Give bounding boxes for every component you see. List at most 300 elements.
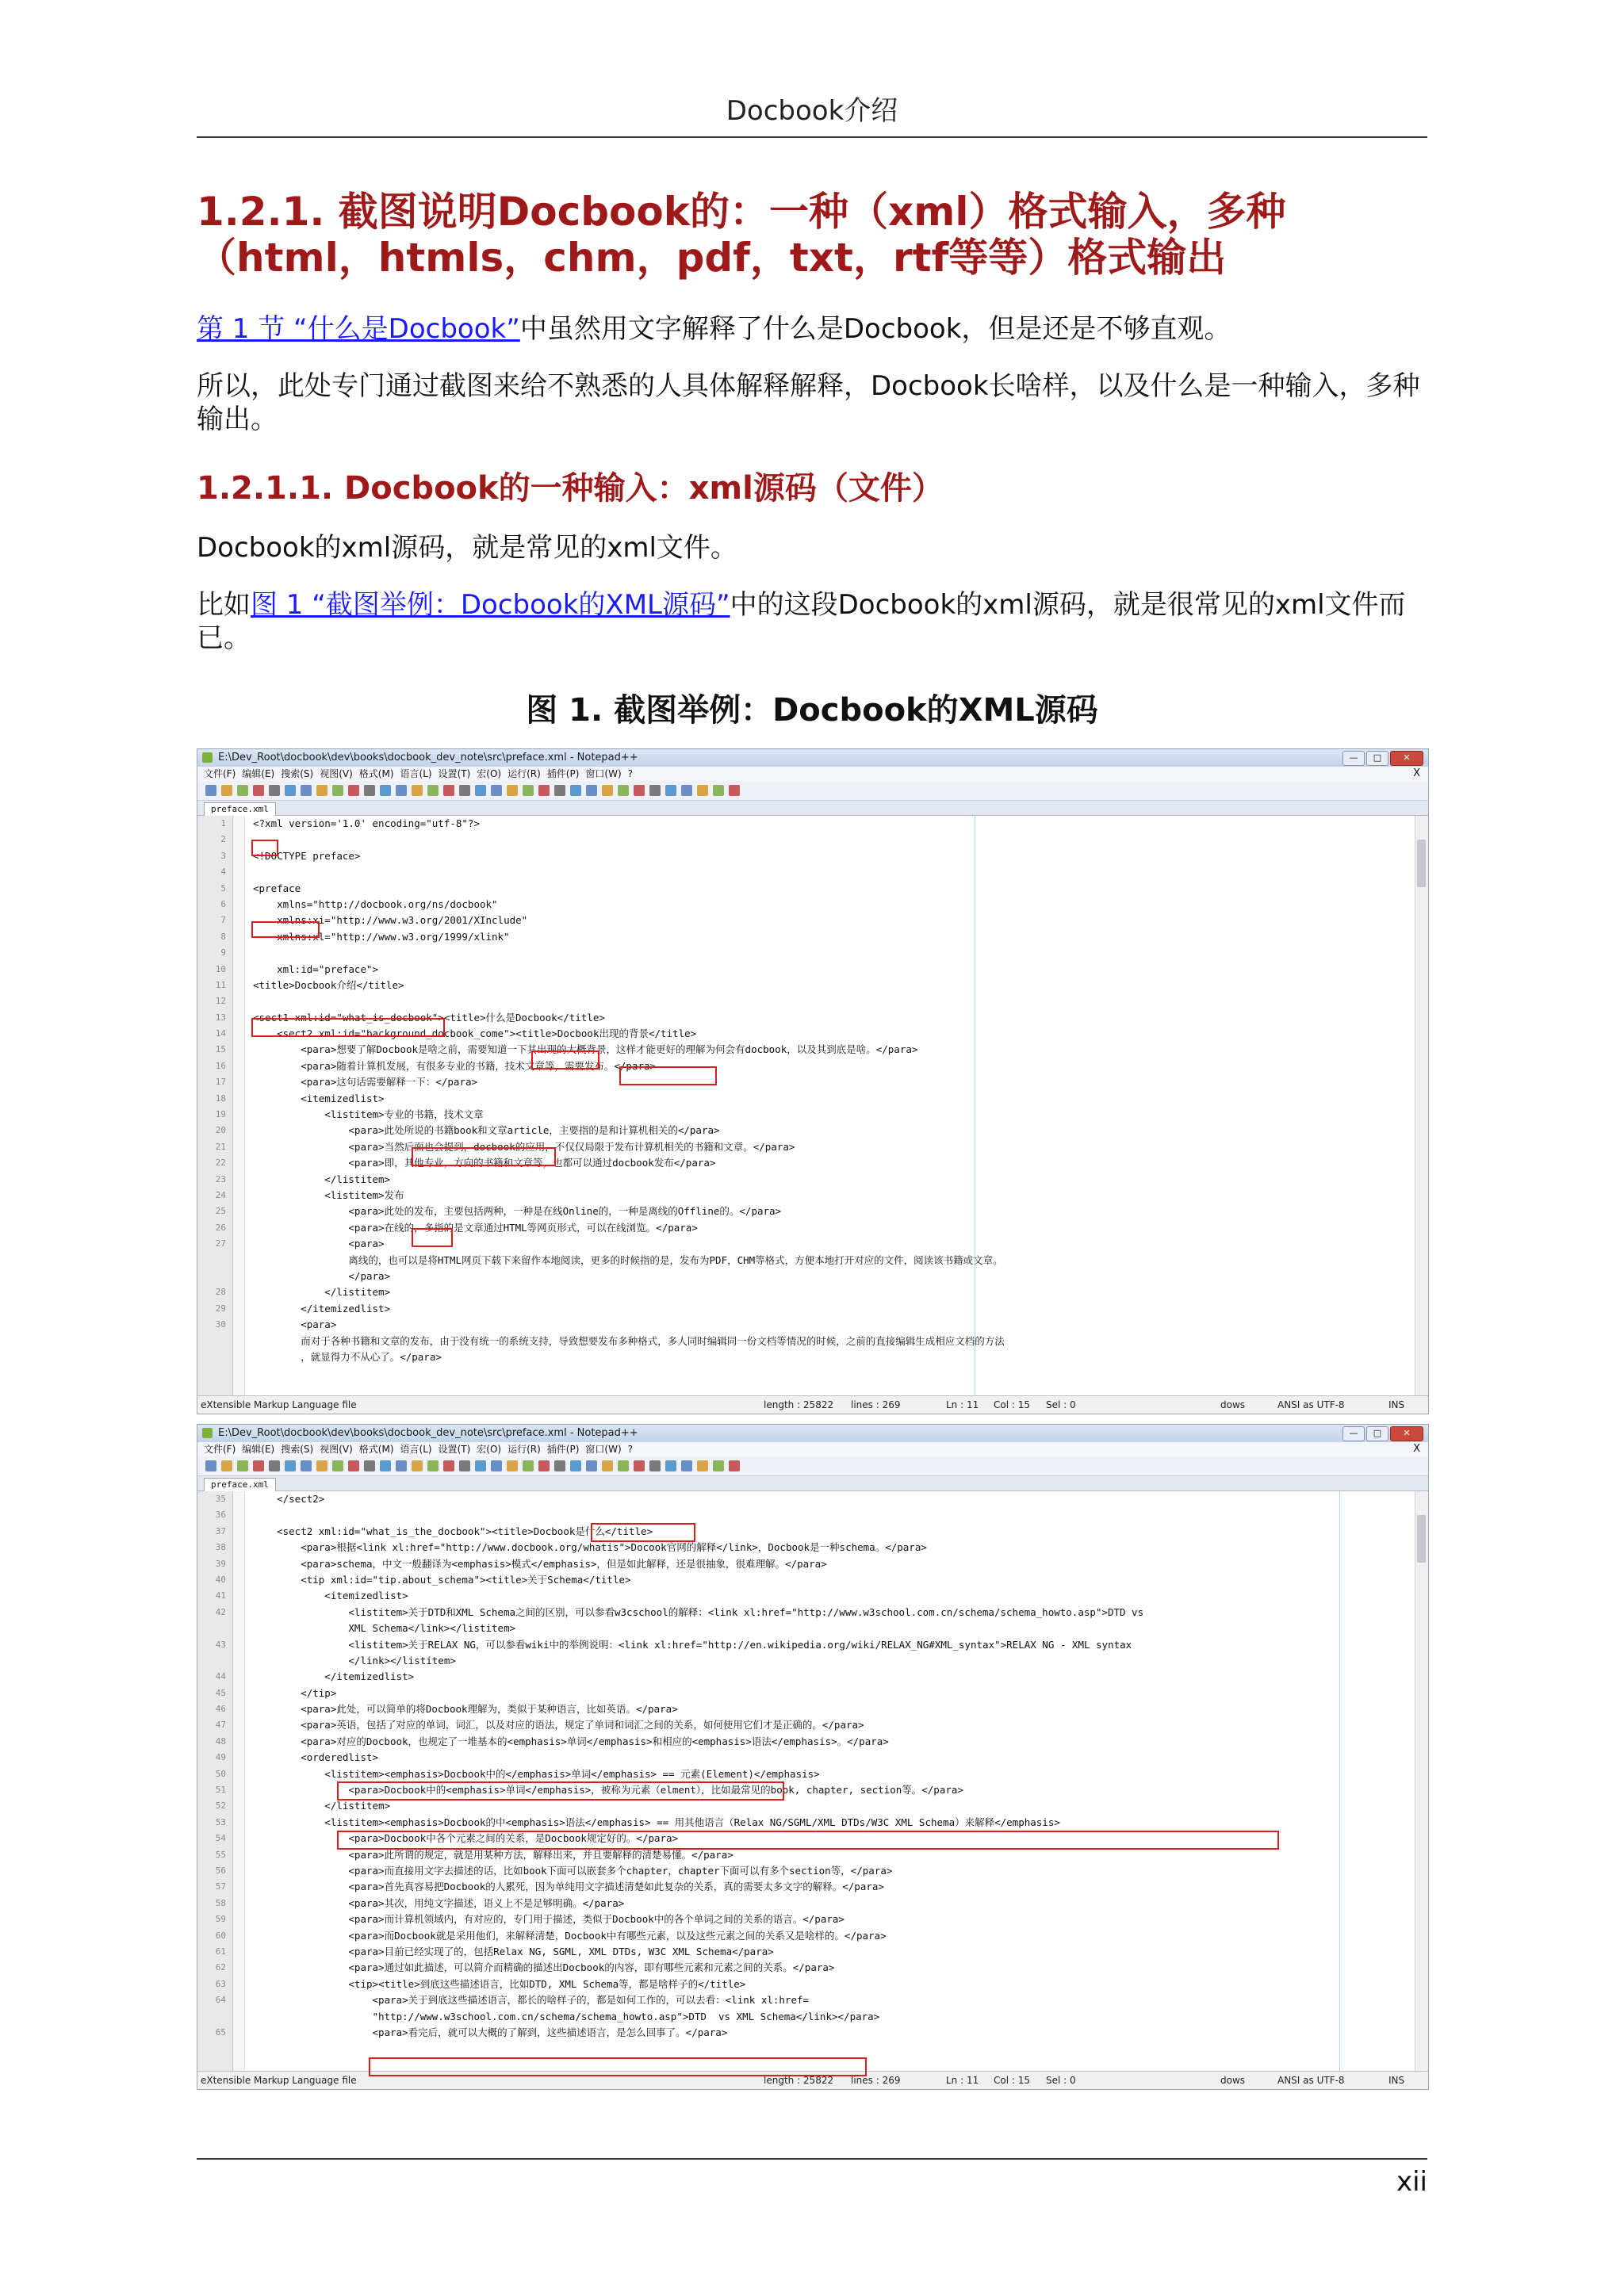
line-number: 62 [215, 1962, 226, 1973]
line-number: 47 [215, 1720, 226, 1731]
code-line [197, 1334, 1428, 1349]
line-number: 42 [215, 1606, 226, 1617]
code-line [197, 1734, 1428, 1750]
line-number: 65 [215, 2026, 226, 2038]
menu-search[interactable]: 搜索(S) [281, 1444, 314, 1455]
highlight-listitem-element [337, 1781, 784, 1800]
paragraph-1-text: 中虽然用文字解释了什么是Docbook，但是还是不够直观。 [519, 313, 1231, 345]
status-file-type: eXtensible Markup Language file [201, 1399, 357, 1410]
toolbar-button-icon[interactable] [729, 1460, 740, 1471]
line-number: 46 [215, 1704, 226, 1715]
line-code: <para>Docbook中各个元素之间的关系，是Docbook规定好的。</para> [253, 1832, 679, 1845]
menu-plugins[interactable]: 插件(P) [546, 768, 580, 779]
paragraph-4-text: 中的这段Docbook的xml源码，就是很常见的xml文件而已。 [197, 589, 1406, 654]
toolbar [197, 781, 1428, 801]
link-what-is-docbook[interactable]: 第 1 节 “什么是Docbook” [197, 313, 520, 345]
line-code: <orderedlist> [253, 1751, 379, 1764]
scrollbar-thumb[interactable] [1417, 1515, 1426, 1563]
line-code: </para> [253, 1269, 391, 1282]
line-number: 40 [215, 1574, 226, 1585]
toolbar-button-icon[interactable] [285, 785, 296, 796]
highlight-listitem-publish [412, 1228, 453, 1247]
line-code: </listitem> [253, 1173, 391, 1185]
toolbar-button-icon[interactable] [427, 785, 439, 796]
line-code: <para>即，其他专业，方向的书籍和文章等，也都可以通过docbook发布</para> [253, 1157, 716, 1169]
line-code: <para>而Docbook就是采用他们，来解释清楚，Docbook中有哪些元素，以及这些元素之间的关系又是啥样的。</para> [253, 1929, 887, 1942]
toolbar-button-icon[interactable] [697, 785, 708, 796]
notepadpp-icon [202, 752, 213, 763]
menu-format[interactable]: 格式(M) [358, 768, 394, 779]
line-number: 1 [220, 818, 226, 828]
line-number: 9 [220, 947, 226, 959]
code-line [197, 1042, 1428, 1058]
toolbar-button-icon[interactable] [237, 1460, 248, 1471]
menu-edit[interactable]: 编辑(E) [242, 768, 275, 779]
line-code: <para>当然后面也会提到，docbook的应用，不仅仅局限于发布计算机相关的书籍和文章。</para> [253, 1140, 795, 1153]
line-number: 39 [215, 1558, 226, 1569]
toolbar-button-icon[interactable] [618, 785, 629, 796]
toolbar-button-icon[interactable] [301, 785, 312, 796]
toolbar-button-icon[interactable] [475, 785, 486, 796]
code-line [197, 1911, 1428, 1927]
line-code: <tip xml:id="tip.about_schema"><title>关于Schema</title> [253, 1573, 631, 1586]
maximize-button[interactable]: □ [1366, 751, 1388, 766]
line-code: <para> [253, 1318, 337, 1331]
menu-file[interactable]: 文件(F) [204, 768, 236, 779]
menu-window[interactable]: 窗口(W) [585, 768, 622, 779]
toolbar-button-icon[interactable] [380, 785, 391, 796]
paragraph-4 [197, 588, 1434, 655]
line-code: <para>其次，用纯文字描述，语义上不是足够明确。</para> [253, 1896, 625, 1909]
status-eol: dows [1220, 2075, 1246, 2086]
line-number: 16 [215, 1060, 226, 1071]
toolbar-button-icon[interactable] [348, 785, 359, 796]
highlight-title-what-is-docbook [591, 1523, 695, 1542]
toolbar-button-icon[interactable] [380, 1460, 391, 1471]
line-number: 7 [220, 915, 226, 926]
title-bar [197, 749, 1428, 767]
menu-close-doc-button[interactable]: X [1413, 767, 1420, 779]
window-title: E:\Dev_Root\docbook\dev\books\docbook_dev_note\src\preface.xml - Notepad++ [218, 752, 638, 763]
toolbar-button-icon[interactable] [221, 1460, 232, 1471]
line-number: 57 [215, 1881, 226, 1892]
toolbar-button-icon[interactable] [602, 785, 613, 796]
status-column: Col : 15 [994, 2075, 1030, 2086]
code-line [197, 1540, 1428, 1556]
toolbar-button-icon[interactable] [570, 1460, 581, 1471]
line-number: 5 [220, 882, 226, 894]
line-number: 30 [215, 1319, 226, 1330]
toolbar-button-icon[interactable] [570, 785, 581, 796]
line-code: <para>schema，中文一般翻译为<emphasis>模式</emphasis>，但是如此解释，还是很抽象，很难理解。</para> [253, 1557, 827, 1570]
toolbar-button-icon[interactable] [285, 1460, 296, 1471]
toolbar-button-icon[interactable] [205, 1460, 216, 1471]
toolbar-button-icon[interactable] [507, 1460, 518, 1471]
toolbar-button-icon[interactable] [634, 1460, 645, 1471]
status-length: length : 25822 [764, 1399, 834, 1410]
code-line [197, 1188, 1428, 1203]
editor-screenshot-1 [197, 748, 1429, 1414]
code-line [197, 1701, 1428, 1717]
toolbar-button-icon[interactable] [332, 785, 343, 796]
menu-help[interactable]: ? [627, 1444, 634, 1455]
toolbar-button-icon[interactable] [221, 785, 232, 796]
maximize-button[interactable]: □ [1366, 1426, 1388, 1441]
code-line [197, 1928, 1428, 1944]
menu-language[interactable]: 语言(L) [400, 768, 432, 779]
toolbar-button-icon[interactable] [332, 1460, 343, 1471]
menu-macro[interactable]: 宏(O) [477, 768, 502, 779]
close-button[interactable]: ✕ [1390, 1426, 1423, 1441]
status-insert-mode: INS [1388, 2075, 1405, 2086]
code-editor[interactable] [197, 816, 1428, 1396]
code-line [197, 1349, 1428, 1365]
vertical-scrollbar[interactable] [1415, 1491, 1428, 2072]
toolbar-button-icon[interactable] [491, 1460, 502, 1471]
status-column: Col : 15 [994, 1399, 1030, 1410]
toolbar-button-icon[interactable] [507, 785, 518, 796]
paragraph-4-prefix: 比如 [197, 589, 251, 621]
code-line [197, 978, 1428, 993]
line-code: </listitem> [253, 1286, 391, 1299]
section-heading [197, 189, 1434, 281]
highlight-preface-tag [251, 921, 320, 938]
footer-rule [197, 2158, 1427, 2160]
line-code: xml:id="preface"> [253, 962, 379, 975]
link-figure-1[interactable]: 图 1 “截图举例：Docbook的XML源码” [251, 589, 730, 621]
paragraph-3: Docbook的xml源码，就是常见的xml文件。 [197, 532, 737, 564]
toolbar-button-icon[interactable] [253, 785, 264, 796]
minimize-button[interactable]: — [1342, 751, 1365, 766]
highlight-title-background [619, 1066, 717, 1085]
toolbar-button-icon[interactable] [205, 785, 216, 796]
menu-file[interactable]: 文件(F) [204, 1444, 236, 1455]
highlight-title-docbook [251, 1018, 445, 1037]
toolbar-button-icon[interactable] [602, 1460, 613, 1471]
menu-macro[interactable]: 宏(O) [477, 1444, 502, 1455]
line-code: <para>随着计算机发展，有很多专业的书籍，技术文章等，需要发布。</para> [253, 1059, 657, 1072]
line-number: 18 [215, 1093, 226, 1104]
code-line [197, 1203, 1428, 1219]
toolbar-button-icon[interactable] [729, 785, 740, 796]
line-number: 3 [220, 850, 226, 861]
code-line [197, 1653, 1428, 1669]
toolbar-button-icon[interactable] [475, 1460, 486, 1471]
status-file-type: eXtensible Markup Language file [201, 2075, 357, 2086]
toolbar-button-icon[interactable] [665, 785, 676, 796]
line-number: 44 [215, 1671, 226, 1682]
line-code: <para>看完后，就可以大概的了解到，这些描述语言，是怎么回事了。</para> [253, 2026, 728, 2038]
line-code: <para>此处所说的书籍book和文章article，主要指的是和计算机相关的</para> [253, 1124, 720, 1137]
status-selection: Sel : 0 [1046, 2075, 1076, 2086]
status-lines: lines : 269 [851, 2075, 901, 2086]
line-number: 23 [215, 1173, 226, 1184]
toolbar-button-icon[interactable] [523, 785, 534, 796]
toolbar-button-icon[interactable] [649, 785, 661, 796]
tab-bar [197, 1476, 1428, 1491]
line-code: xmlns="http://docbook.org/ns/docbook" [253, 897, 498, 910]
code-line [197, 1155, 1428, 1171]
line-number: 36 [215, 1510, 226, 1521]
menu-run[interactable]: 运行(R) [508, 1444, 541, 1455]
line-number: 14 [215, 1028, 226, 1039]
toolbar-button-icon[interactable] [538, 785, 550, 796]
toolbar-button-icon[interactable] [396, 1460, 407, 1471]
toolbar-button-icon[interactable] [697, 1460, 708, 1471]
code-line [197, 881, 1428, 897]
toolbar-button-icon[interactable] [554, 785, 565, 796]
line-code: 离线的，也可以是将HTML网页下载下来留作本地阅读，更多的时候指的是，发布为PDF，CHM等格式，方便本地打开对应的文件，阅读该书籍或文章。 [253, 1253, 1003, 1266]
toolbar-button-icon[interactable] [459, 1460, 470, 1471]
line-code: </link></listitem> [253, 1654, 456, 1667]
line-code: <para>而直接用文字去描述的话，比如book下面可以嵌套多个chapter，chapter下面可以有多个section等，</para> [253, 1864, 893, 1877]
line-number: 2 [220, 834, 226, 845]
toolbar-button-icon[interactable] [491, 785, 502, 796]
toolbar-button-icon[interactable] [253, 1460, 264, 1471]
toolbar-button-icon[interactable] [586, 785, 597, 796]
status-lines: lines : 269 [851, 1399, 901, 1410]
toolbar-button-icon[interactable] [316, 785, 327, 796]
line-number: 28 [215, 1287, 226, 1298]
highlight-xml-decl [251, 840, 278, 856]
status-eol: dows [1220, 1399, 1246, 1410]
code-line [197, 897, 1428, 913]
code-line [197, 1269, 1428, 1284]
line-code: <para>英语，包括了对应的单词，词汇，以及对应的语法，规定了单词和词汇之间的关系，如何使用它们才是正确的。</para> [253, 1719, 864, 1732]
menu-bar [197, 767, 1428, 781]
highlight-listitem-syntax [337, 1831, 1279, 1850]
line-code: <para>根据<link xl:href="http://www.docbook.org/whatis">Docook官网的解释</link>，Docbook是一种schema。</para> [253, 1541, 927, 1554]
line-number: 24 [215, 1189, 226, 1200]
page-number: xii [1396, 2166, 1427, 2198]
line-number: 50 [215, 1768, 226, 1779]
line-number: 10 [215, 963, 226, 974]
toolbar-button-icon[interactable] [364, 1460, 375, 1471]
code-line [197, 1960, 1428, 1976]
line-number: 58 [215, 1897, 226, 1908]
menu-language[interactable]: 语言(L) [400, 1444, 432, 1455]
code-line [197, 1301, 1428, 1317]
code-line [197, 1879, 1428, 1895]
line-code: <sect1 xml:id="what_is_docbook"><title>什么是Docbook</title> [253, 1011, 605, 1024]
menu-view[interactable]: 视图(V) [320, 1444, 353, 1455]
tab-preface-xml[interactable]: preface.xml [204, 1478, 276, 1491]
code-line [197, 1236, 1428, 1252]
toolbar-button-icon[interactable] [649, 1460, 661, 1471]
line-code: <tip><title>到底这些描述语言，比如DTD, XML Schema等，都是啥样子的</title> [253, 1977, 746, 1990]
code-line [197, 1317, 1428, 1333]
toolbar-button-icon[interactable] [681, 785, 692, 796]
status-selection: Sel : 0 [1046, 1399, 1076, 1410]
line-code: <listitem>关于DTD和XML Schema之间的区别，可以参看w3cschool的解释：<link xl:href="http://www.w3school.com.cn/schema/schema_howto.asp">DTD vs [253, 1605, 1144, 1618]
toolbar-button-icon[interactable] [523, 1460, 534, 1471]
toolbar-button-icon[interactable] [443, 1460, 454, 1471]
menu-search[interactable]: 搜索(S) [281, 768, 314, 779]
line-number: 13 [215, 1012, 226, 1023]
tab-preface-xml[interactable]: preface.xml [204, 802, 276, 816]
line-code: </tip> [253, 1686, 337, 1699]
code-line [197, 1750, 1428, 1766]
code-line [197, 1172, 1428, 1188]
code-line [197, 1637, 1428, 1653]
line-code: </itemizedlist> [253, 1302, 391, 1314]
line-number: 6 [220, 898, 226, 909]
notepadpp-icon [202, 1428, 213, 1438]
line-number: 49 [215, 1752, 226, 1763]
menu-view[interactable]: 视图(V) [320, 768, 353, 779]
line-code: <para>此所谓的规定，就是用某种方法，解释出来，并且要解释的清楚易懂。</para> [253, 1848, 733, 1861]
line-code: xmlns:xi="http://www.w3.org/2001/XInclude" [253, 914, 528, 927]
code-line [197, 1139, 1428, 1155]
line-code: <para> [253, 1238, 385, 1250]
code-line [197, 1253, 1428, 1269]
line-code: </sect2> [253, 1493, 325, 1505]
code-line [197, 1815, 1428, 1831]
toolbar-button-icon[interactable] [538, 1460, 550, 1471]
menu-window[interactable]: 窗口(W) [585, 1444, 622, 1455]
line-code: <listitem><emphasis>Docbook中的</emphasis>单词</emphasis> == 元素(Element)</emphasis> [253, 1767, 820, 1780]
paragraph-2: 所以，此处专门通过截图来给不熟悉的人具体解释解释，Docbook长啥样，以及什么是一种输入，多种输出。 [197, 370, 1420, 435]
toolbar-button-icon[interactable] [348, 1460, 359, 1471]
menu-close-doc-button[interactable]: X [1413, 1443, 1420, 1455]
status-encoding: ANSI as UTF-8 [1277, 1399, 1345, 1410]
toolbar-button-icon[interactable] [412, 1460, 423, 1471]
line-number: 43 [215, 1639, 226, 1650]
toolbar-button-icon[interactable] [316, 1460, 327, 1471]
line-code: <para>在线的，多指的是文章通过HTML等网页形式，可以在线浏览。</para> [253, 1221, 698, 1234]
line-code: <para>通过如此描述，可以简介而精确的描述出Docbook的内容，即有哪些元素和元素之间的关系。</para> [253, 1961, 835, 1974]
line-code: 而对于各种书籍和文章的发布，由于没有统一的系统支持，导致想要发布多种格式，多人同时编辑同一份文档等情况的时候，之前的直接编辑生成相应文档的方法 [253, 1334, 1005, 1347]
line-code: <para>关于到底这些描述语言，都长的啥样子的，都是如何工作的，可以去看：<link xl:href= [253, 1994, 810, 2007]
line-code: <para>首先真容易把Docbook的人累死，因为单纯用文字描述清楚如此复杂的关系，真的需要太多文字的解释。</para> [253, 1881, 884, 1893]
close-button[interactable]: ✕ [1390, 751, 1423, 766]
line-number: 48 [215, 1735, 226, 1747]
line-number: 52 [215, 1800, 226, 1812]
line-code: <!DOCTYPE preface> [253, 849, 361, 862]
code-line [197, 2009, 1428, 2025]
line-number: 12 [215, 996, 226, 1007]
toolbar-button-icon[interactable] [554, 1460, 565, 1471]
line-number: 59 [215, 1914, 226, 1925]
line-number: 19 [215, 1109, 226, 1120]
code-line [197, 913, 1428, 928]
code-line [197, 929, 1428, 945]
status-insert-mode: INS [1388, 1399, 1405, 1410]
line-number: 17 [215, 1077, 226, 1088]
line-code: <preface [253, 882, 301, 894]
line-number: 25 [215, 1206, 226, 1217]
status-line-number: Ln : 11 [946, 2075, 979, 2086]
line-number: 37 [215, 1525, 226, 1536]
scrollbar-thumb[interactable] [1417, 840, 1426, 887]
toolbar-button-icon[interactable] [269, 785, 280, 796]
line-number: 22 [215, 1158, 226, 1169]
code-line [197, 1605, 1428, 1621]
toolbar-button-icon[interactable] [713, 785, 724, 796]
code-line [197, 1621, 1428, 1636]
toolbar-button-icon[interactable] [364, 785, 375, 796]
toolbar-button-icon[interactable] [443, 785, 454, 796]
line-code: <para>Docbook中的<emphasis>单词</emphasis>，被称为元素（elment），比如最常见的book, chapter, section等。</para> [253, 1784, 963, 1797]
code-line [197, 864, 1428, 880]
line-number: 11 [215, 979, 226, 990]
menu-edit[interactable]: 编辑(E) [242, 1444, 275, 1455]
line-number: 55 [215, 1849, 226, 1860]
line-number: 29 [215, 1303, 226, 1314]
code-line [197, 848, 1428, 864]
toolbar-button-icon[interactable] [459, 785, 470, 796]
toolbar-button-icon[interactable] [713, 1460, 724, 1471]
line-number: 41 [215, 1590, 226, 1601]
code-line [197, 1284, 1428, 1300]
code-line [197, 1766, 1428, 1782]
menu-format[interactable]: 格式(M) [358, 1444, 394, 1455]
highlight-listitem-books [412, 1147, 556, 1166]
line-code: <listitem><emphasis>Docbook的中<emphasis>语法</emphasis> == 用其他语言（Relax NG/SGML/XML DTDs/W3C XML Schema）来解释</emphasis> [253, 1816, 1060, 1828]
toolbar-button-icon[interactable] [618, 1460, 629, 1471]
menu-plugins[interactable]: 插件(P) [546, 1444, 580, 1455]
section-heading-line2: （html，htmls，chm，pdf，txt，rtf等等）格式输出 [197, 235, 1227, 281]
line-code: <para>此处的发布，主要包括两种，一种是在线Online的，一种是离线的Offline的。</para> [253, 1205, 782, 1218]
code-lines [197, 1491, 1428, 2041]
menu-settings[interactable]: 设置(T) [438, 768, 471, 779]
code-line [197, 1091, 1428, 1107]
toolbar-button-icon[interactable] [237, 785, 248, 796]
line-number: 20 [215, 1125, 226, 1136]
toolbar-button-icon[interactable] [412, 785, 423, 796]
toolbar-button-icon[interactable] [301, 1460, 312, 1471]
menu-help[interactable]: ? [627, 768, 634, 779]
toolbar-button-icon[interactable] [396, 785, 407, 796]
line-number: 38 [215, 1542, 226, 1553]
toolbar-button-icon[interactable] [634, 785, 645, 796]
minimize-button[interactable]: — [1342, 1426, 1365, 1441]
toolbar-button-icon[interactable] [665, 1460, 676, 1471]
page-header: Docbook介绍 [726, 95, 898, 127]
line-number: 64 [215, 1995, 226, 2006]
code-line [197, 1896, 1428, 1911]
line-code: <title>Docbook介绍</title> [253, 978, 404, 991]
line-code: <sect2 xml:id="background_docbook_come"><title>Docbook出现的背景</title> [253, 1027, 697, 1040]
code-line [197, 1992, 1428, 2008]
code-line [197, 1058, 1428, 1074]
menu-bar [197, 1442, 1428, 1456]
menu-settings[interactable]: 设置(T) [438, 1444, 471, 1455]
toolbar-button-icon[interactable] [586, 1460, 597, 1471]
code-line [197, 1107, 1428, 1123]
line-code: XML Schema</link></listitem> [253, 1622, 516, 1635]
code-line [197, 1491, 1428, 1507]
code-line [197, 1798, 1428, 1814]
line-code: <itemizedlist> [253, 1092, 385, 1104]
toolbar-button-icon[interactable] [269, 1460, 280, 1471]
line-code: </listitem> [253, 1800, 391, 1812]
line-code: xmlns:xl="http://www.w3.org/1999/xlink" [253, 930, 510, 943]
line-code: <listitem>发布 [253, 1188, 404, 1201]
menu-run[interactable]: 运行(R) [508, 768, 541, 779]
toolbar-button-icon[interactable] [427, 1460, 439, 1471]
line-code: "http://www.w3school.com.cn/schema/schema_howto.asp">DTD vs XML Schema</link></para> [253, 2010, 880, 2022]
toolbar-button-icon[interactable] [681, 1460, 692, 1471]
vertical-scrollbar[interactable] [1415, 816, 1428, 1396]
status-line-number: Ln : 11 [946, 1399, 979, 1410]
code-line [197, 1976, 1428, 1992]
code-line [197, 993, 1428, 1009]
code-line [197, 1572, 1428, 1588]
code-line [197, 1717, 1428, 1733]
code-line [197, 945, 1428, 961]
code-line [197, 816, 1428, 832]
